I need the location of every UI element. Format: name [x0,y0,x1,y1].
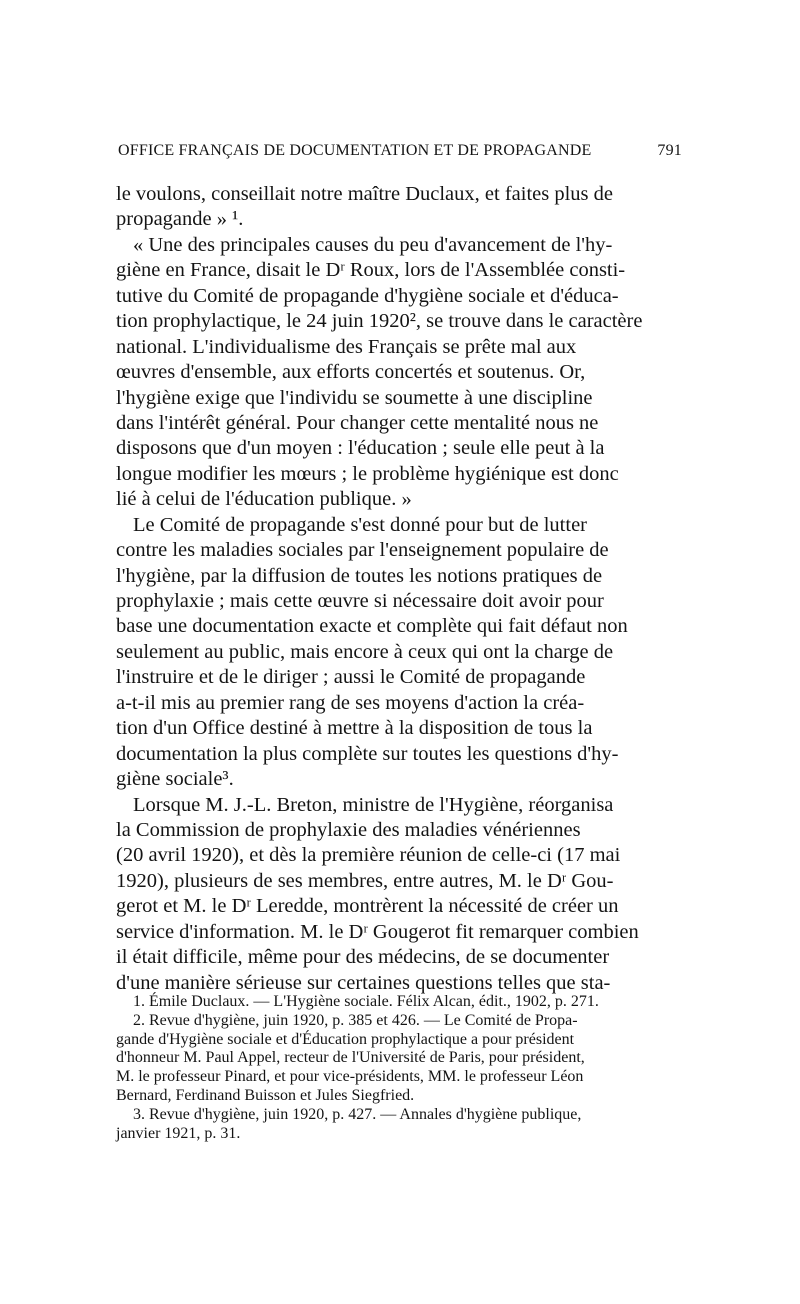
footnote-line: 2. Revue d'hygiène, juin 1920, p. 385 et 426. — Le Comité de Propa- [133,1011,578,1029]
body-line: giène en France, disait le Dʳ Roux, lors de l'Assemblée consti- [116,259,626,282]
body-line: seulement au public, mais encore à ceux qui ont la charge de [116,640,614,663]
body-line: le voulons, conseillait notre maître Duclaux, et faites plus de [116,183,613,205]
body-line: service d'information. M. le Dʳ Gougerot fit remarquer combien [116,920,639,943]
body-line: tutive du Comité de propagande d'hygiène sociale et d'éduca- [116,284,619,307]
body-line: giène sociale³. [116,768,234,791]
footnote-line: M. le professeur Pinard, et pour vice-présidents, MM. le professeur Léon [116,1068,584,1086]
footnote-line: 3. Revue d'hygiène, juin 1920, p. 427. — Annales d'hygiène publique, [133,1105,582,1123]
body-line: a-t-il mis au premier rang de ses moyens d'action la créa- [116,691,585,714]
footnote-line: Bernard, Ferdinand Buisson et Jules Siegfried. [116,1086,415,1104]
body-line: Lorsque M. J.-L. Breton, ministre de l'Hygiène, réorganisa [133,793,614,816]
body-line: gerot et M. le Dʳ Leredde, montrèrent la nécessité de créer un [116,895,619,918]
body-line: l'instruire et de le diriger ; aussi le Comité de propagande [116,666,586,689]
body-line: documentation la plus complète sur toutes les questions d'hy- [116,742,619,765]
body-line: disposons que d'un moyen : l'éducation ; seule elle peut à la [116,437,605,460]
body-text [116,182,682,996]
body-line: tion prophylactique, le 24 juin 1920², se trouve dans le caractère [116,310,643,333]
footnotes [116,993,682,1143]
body-line: longue modifier les mœurs ; le problème hygiénique est donc [116,462,619,485]
footnote-line: d'honneur M. Paul Appel, recteur de l'Université de Paris, pour président, [116,1049,585,1067]
body-line: prophylaxie ; mais cette œuvre si nécessaire doit avoir pour [116,590,604,612]
body-line: la Commission de prophylaxie des maladies vénériennes [116,818,581,841]
footnote-line: gande d'Hygiène sociale et d'Éducation prophylactique a pour président [116,1030,575,1048]
body-line: contre les maladies sociales par l'enseignement populaire de [116,539,609,562]
body-line: il était difficile, même pour des médecins, de se documenter [116,946,610,969]
page-number: 791 [657,142,682,159]
body-line: l'hygiène exige que l'individu se soumette à une discipline [116,386,593,409]
body-line: 1920), plusieurs de ses membres, entre autres, M. le Dʳ Gou- [116,869,614,892]
body-line: d'une manière sérieuse sur certaines questions telles que sta- [116,971,611,994]
footnote-line: janvier 1921, p. 31. [116,1124,241,1142]
body-line: œuvres d'ensemble, aux efforts concertés et soutenus. Or, [116,361,586,384]
body-line: dans l'intérêt général. Pour changer cette mentalité nous ne [116,411,599,434]
body-line: « Une des principales causes du peu d'avancement de l'hy- [133,233,613,256]
body-line: national. L'individualisme des Français se prête mal aux [116,335,577,358]
body-line: propagande » ¹. [116,208,244,231]
running-title: OFFICE FRANÇAIS DE DOCUMENTATION ET DE PROPAGANDE [118,142,592,159]
footnote-line: 1. Émile Duclaux. — L'Hygiène sociale. Félix Alcan, édit., 1902, p. 271. [133,993,599,1010]
body-line: lié à celui de l'éducation publique. » [116,488,412,511]
body-line: l'hygiène, par la diffusion de toutes les notions pratiques de [116,564,603,587]
body-line: tion d'un Office destiné à mettre à la disposition de tous la [116,717,593,740]
body-line: base une documentation exacte et complète qui fait défaut non [116,615,628,638]
body-line: (20 avril 1920), et dès la première réunion de celle-ci (17 mai [116,844,621,867]
body-line: Le Comité de propagande s'est donné pour but de lutter [133,513,588,536]
